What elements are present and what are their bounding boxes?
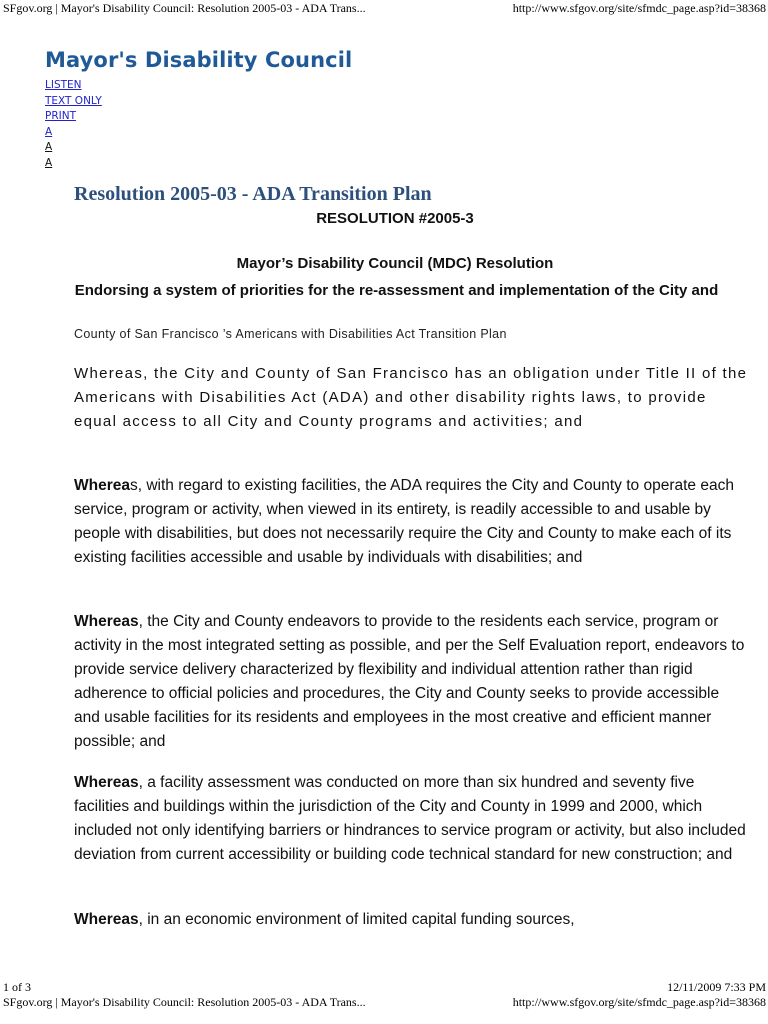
whereas-paragraph-4: [74, 771, 746, 867]
font-size-large-link[interactable]: A: [45, 156, 53, 169]
listen-link[interactable]: LISTEN: [45, 79, 82, 91]
whereas-lead: Whereas: [74, 911, 139, 928]
whereas-text: , the City and County endeavors to provide to the residents each service, program or activity in the most integrated setting as possible, and per the Self Evaluation report, endeavors to provide service delivery characterized by flexibility and individual attention rather than rigid adherence to official policies and procedures, the City and County seeks to provide accessible and usable facilities for its residents and employees in the most creative and efficient manner possible; and: [74, 613, 745, 750]
print-link[interactable]: PRINT: [45, 110, 76, 123]
page-count: 1 of 3: [3, 980, 31, 994]
print-footer: [0, 995, 768, 1009]
font-size-small-link[interactable]: A: [45, 125, 53, 138]
site-title: Mayor's Disability Council: [45, 48, 353, 72]
print-header: [0, 1, 768, 15]
resolution-county-line: County of San Francisco ’s Americans with Disabilities Act Transition Plan: [74, 327, 507, 341]
print-header-url: http://www.sfgov.org/site/sfmdc_page.asp?id=38368: [512, 1, 766, 15]
print-footer-url: http://www.sfgov.org/site/sfmdc_page.asp?id=38368: [512, 995, 766, 1009]
font-size-medium-link[interactable]: A: [45, 141, 53, 154]
whereas-text: s, with regard to existing facilities, the ADA requires the City and County to operate each service, program or activity, when viewed in its entirety, is readily accessible to and usable by people with disabilities, but does not necessarily require the City and County to make each of its existing facilities accessible and usable by individuals with disabilities; and: [74, 477, 734, 566]
whereas-paragraph-2: [74, 474, 746, 570]
whereas-paragraph-5: [74, 908, 746, 932]
print-footer-page: [0, 980, 768, 994]
resolution-number: RESOLUTION #2005-3: [316, 210, 474, 227]
print-datetime: 12/11/2009 7:33 PM: [667, 980, 766, 994]
resolution-subtitle: Mayor’s Disability Council (MDC) Resolution: [236, 255, 554, 272]
whereas-lead: Wherea: [74, 477, 130, 494]
resolution-description: Endorsing a system of priorities for the re-assessment and implementation of the City and: [74, 282, 719, 299]
print-header-title: SFgov.org | Mayor's Disability Council: Resolution 2005-03 - ADA Trans...: [3, 1, 366, 15]
text-only-link[interactable]: TEXT ONLY: [45, 94, 102, 107]
whereas-lead: Whereas: [74, 774, 139, 791]
whereas-paragraph-3: [74, 610, 746, 754]
accessibility-tools: [45, 78, 165, 172]
print-footer-title: SFgov.org | Mayor's Disability Council: Resolution 2005-03 - ADA Trans...: [3, 995, 366, 1009]
whereas-paragraph-1: Whereas, the City and County of San Francisco has an obligation under Title II of the Americans with Disabilities Act (ADA) and other disability rights laws, to provide equal access to all City and County programs and activities; and: [74, 365, 748, 430]
whereas-lead: Whereas: [74, 613, 139, 630]
document-heading: Resolution 2005-03 - ADA Transition Plan: [74, 183, 432, 205]
whereas-text: , in an economic environment of limited capital funding sources,: [138, 911, 575, 928]
whereas-text: , a facility assessment was conducted on more than six hundred and seventy five facilities and buildings within the jurisdiction of the City and County in 1999 and 2000, which included not only identifying barriers or hindrances to service program or activity, but also included deviation from current accessibility or building code technical standard for new construction; and: [74, 774, 746, 863]
